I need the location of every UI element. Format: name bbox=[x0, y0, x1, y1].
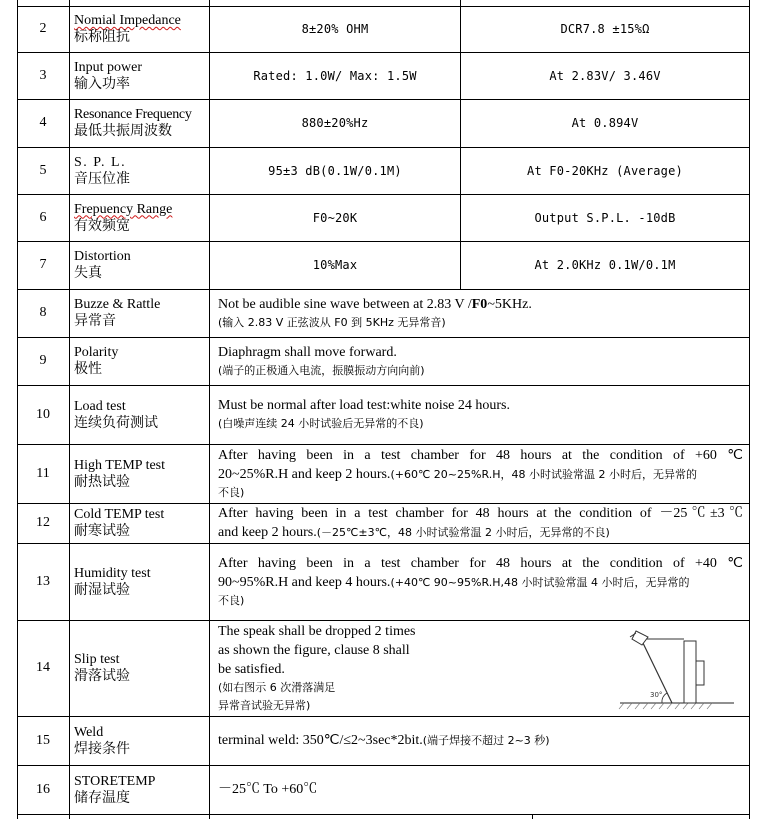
row-number: 9 bbox=[39, 353, 47, 368]
row-number: 6 bbox=[39, 209, 47, 225]
requirement-cn: (输入 2.83 V 正弦波从 F0 到 5KHz 无异常音) bbox=[218, 315, 446, 329]
item-name bbox=[70, 289, 209, 337]
item-name-cn: 耐寒试验 bbox=[74, 524, 130, 539]
item-name bbox=[70, 765, 209, 814]
row-number: 12 bbox=[36, 515, 50, 530]
item-name bbox=[70, 543, 209, 620]
row-number: 4 bbox=[39, 115, 47, 130]
requirement bbox=[210, 503, 749, 543]
row-number: 13 bbox=[36, 573, 50, 589]
column-divider bbox=[749, 0, 750, 819]
item-name-en: Load test bbox=[74, 398, 126, 414]
requirement bbox=[210, 620, 590, 716]
item-name-en: Resonance Frequency bbox=[74, 107, 192, 122]
item-name-cn: 最低共振周波数 bbox=[74, 124, 172, 139]
test-condition: At 0.894V bbox=[571, 116, 639, 130]
test-condition: DCR7.8 ±15%Ω bbox=[560, 22, 650, 36]
test-condition: Output S.P.L. -10dB bbox=[534, 210, 676, 225]
item-name bbox=[70, 241, 209, 289]
item-name-en: Polarity bbox=[74, 345, 119, 360]
test-condition: At 2.0KHz 0.1W/0.1M bbox=[534, 258, 676, 272]
column-divider bbox=[532, 814, 533, 819]
row-number: 11 bbox=[36, 465, 50, 481]
requirement-cn-line: (如右图示 6 次滑落满足 bbox=[218, 680, 336, 694]
requirement-en-text: terminal weld: 350℃/≤2~3sec*2bit. bbox=[218, 733, 423, 748]
item-name-en: Frepuency Range bbox=[74, 201, 173, 217]
requirement-line: be satisfied. bbox=[218, 661, 285, 677]
item-name bbox=[70, 385, 209, 444]
item-name-en: Buzze & Rattle bbox=[74, 297, 161, 312]
item-name bbox=[70, 6, 209, 52]
requirement-line-2 bbox=[218, 465, 743, 484]
item-name-en: STORETEMP bbox=[74, 773, 156, 789]
spec-value: 8±20% OHM bbox=[301, 22, 369, 36]
requirement-line-2-en: 90~95%R.H and keep 4 hours. bbox=[218, 574, 391, 590]
requirement-line-3: 不良) bbox=[218, 485, 245, 499]
item-name-en: Weld bbox=[74, 724, 104, 740]
requirement-line: The speak shall be dropped 2 times bbox=[218, 623, 416, 639]
requirement bbox=[210, 716, 749, 765]
item-name-cn: 失真 bbox=[74, 266, 102, 281]
row-number: 10 bbox=[36, 406, 50, 422]
row-number: 15 bbox=[36, 732, 50, 748]
requirement-en bbox=[218, 295, 743, 314]
requirement-line-2-en: 20~25%R.H and keep 2 hours. bbox=[218, 466, 391, 482]
item-name-cn: 滑落试验 bbox=[74, 669, 130, 684]
item-name bbox=[70, 52, 209, 99]
requirement-line-2-cn: (+40℃ 90~95%R.H,48 小时试验常温 4 小时后，无异常的 bbox=[390, 575, 690, 589]
requirement-cn: (端子的正极通入电流，振膜振动方向向前) bbox=[218, 363, 425, 377]
requirement-cn-text: (端子焊接不超过 2~3 秒) bbox=[422, 734, 550, 747]
row-number: 8 bbox=[39, 305, 47, 320]
row-number: 16 bbox=[36, 781, 50, 797]
requirement-line-1: After having been in a test chamber for 48 hours at the condition of +60 ℃ bbox=[218, 447, 743, 463]
requirement-line-2-cn: (+60℃ 20~25%R.H，48 小时试验常温 2 小时后，无异常的 bbox=[390, 467, 697, 481]
requirement bbox=[210, 385, 749, 444]
item-name bbox=[70, 716, 209, 765]
item-name-cn: 极性 bbox=[74, 362, 102, 377]
row-number: 2 bbox=[39, 21, 47, 36]
item-name-cn: 有效频宽 bbox=[74, 218, 130, 234]
row-divider bbox=[17, 814, 750, 815]
requirement bbox=[210, 765, 749, 814]
requirement-line-2-cn: (－25℃±3℃，48 小时试验常温 2 小时后，无异常的不良) bbox=[316, 526, 610, 539]
item-name-en: Cold TEMP test bbox=[74, 507, 165, 522]
item-name-en: Humidity test bbox=[74, 565, 151, 581]
requirement-en: －25℃ To +60℃ bbox=[218, 782, 318, 797]
item-name bbox=[70, 503, 209, 543]
item-name-cn: 音压位准 bbox=[74, 171, 130, 187]
angle-arc bbox=[662, 693, 667, 703]
slip-test-diagram bbox=[618, 627, 736, 713]
test-condition: At F0-20KHz (Average) bbox=[527, 163, 683, 178]
item-name-en: Input power bbox=[74, 59, 143, 75]
ground-hatch bbox=[619, 703, 712, 709]
requirement-en: Must be normal after load test:white noise 24 hours. bbox=[218, 398, 510, 413]
item-name bbox=[70, 337, 209, 385]
item-name-cn: 耐湿试验 bbox=[74, 582, 130, 598]
requirement-line-3: 不良) bbox=[218, 593, 245, 607]
requirement bbox=[210, 543, 749, 620]
angle-label: 30° bbox=[650, 691, 663, 699]
item-name-cn: 标称阻抗 bbox=[74, 30, 130, 45]
item-name-en: Distortion bbox=[74, 249, 131, 264]
item-name-cn: 连续负荷测试 bbox=[74, 415, 158, 431]
requirement-line-2 bbox=[218, 573, 743, 592]
row-number: 7 bbox=[39, 257, 47, 272]
item-name-en: Nomial Impedance bbox=[74, 13, 181, 28]
item-name-cn: 焊接条件 bbox=[74, 741, 130, 757]
requirement bbox=[210, 444, 749, 503]
test-condition: At 2.83V/ 3.46V bbox=[549, 68, 661, 83]
spec-value: 95±3 dB(0.1W/0.1M) bbox=[268, 163, 402, 178]
requirement-en: Diaphragm shall move forward. bbox=[218, 344, 397, 360]
wall-block bbox=[684, 641, 696, 703]
requirement-cn-line: 异常音试验无异常) bbox=[218, 698, 311, 712]
requirement-line-1: After having been in a test chamber for 48 hours at the condition of +40 ℃ bbox=[218, 555, 743, 571]
spec-value: Rated: 1.0W/ Max: 1.5W bbox=[253, 68, 417, 83]
item-name bbox=[70, 99, 209, 147]
requirement-en bbox=[218, 731, 743, 750]
item-name-cn: 耐热试验 bbox=[74, 474, 130, 490]
item-name-cn: 储存温度 bbox=[74, 790, 130, 806]
spec-value: 880±20%Hz bbox=[301, 116, 369, 130]
spec-value: F0~20K bbox=[312, 210, 358, 225]
row-number: 14 bbox=[36, 660, 50, 675]
item-name bbox=[70, 194, 209, 241]
item-name-cn: 输入功率 bbox=[74, 76, 130, 92]
requirement-en-bold: F0 bbox=[471, 296, 488, 312]
requirement-cn: (白噪声连续 24 小时试验后无异常的不良) bbox=[218, 417, 424, 430]
requirement bbox=[210, 289, 749, 337]
requirement bbox=[210, 337, 749, 385]
item-name bbox=[70, 620, 209, 716]
requirement-line: as shown the figure, clause 8 shall bbox=[218, 642, 410, 658]
requirement-line-2 bbox=[218, 523, 743, 542]
item-name bbox=[70, 444, 209, 503]
wall-tab bbox=[696, 661, 704, 685]
item-name bbox=[70, 147, 209, 194]
item-name-cn: 异常音 bbox=[74, 314, 116, 329]
item-name-en: Slip test bbox=[74, 652, 120, 667]
row-number: 5 bbox=[39, 162, 47, 178]
requirement-en-text: Not be audible sine wave between at 2.83 V / bbox=[218, 296, 472, 312]
spec-value: 10%Max bbox=[312, 258, 358, 272]
item-name-en: S. P. L. bbox=[74, 154, 127, 170]
requirement-en-tail: ~5KHz. bbox=[487, 296, 532, 312]
item-name-en: High TEMP test bbox=[74, 457, 166, 473]
speaker-shape bbox=[632, 631, 648, 645]
requirement-line-1: After having been in a test chamber for 48 hours at the condition of －25℃±3℃ bbox=[218, 506, 743, 521]
row-number: 3 bbox=[39, 67, 47, 83]
requirement-line-2-en: and keep 2 hours. bbox=[218, 525, 317, 540]
